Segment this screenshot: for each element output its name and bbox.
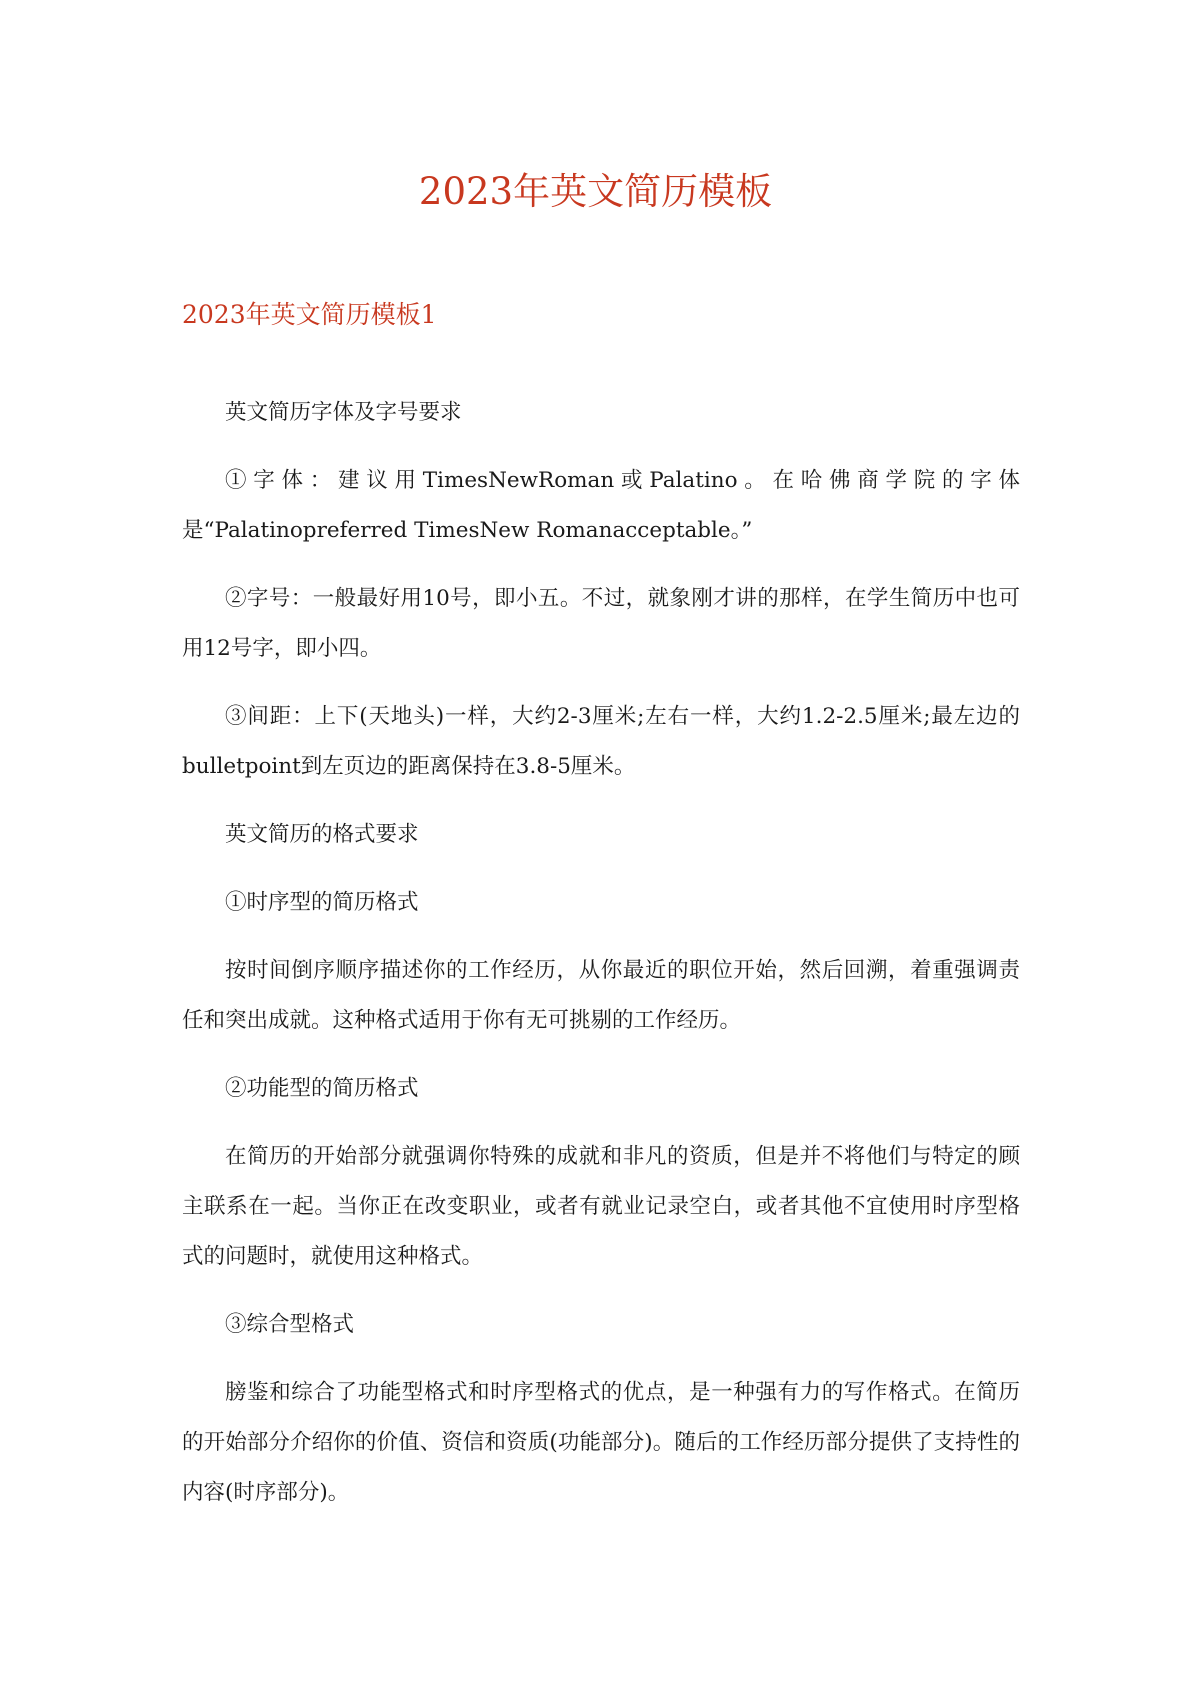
paragraph-chronological-heading: ①时序型的简历格式 bbox=[225, 890, 419, 915]
paragraph-spacing: ③间距：上下(天地头)一样，大约2-3厘米;左右一样，大约1.2-2.5厘米;最左边的bulletpoint到左页边的距离保持在3.8-5厘米。 bbox=[182, 704, 1020, 779]
document-body bbox=[182, 388, 1020, 1536]
paragraph-functional-body: 在简历的开始部分就强调你特殊的成就和非凡的资质，但是并不将他们与特定的顾主联系在一起。当你正在改变职业，或者有就业记录空白，或者其他不宜使用时序型格式的问题时，就使用这种格式。 bbox=[182, 1144, 1020, 1269]
section-title: 2023年英文简历模板1 bbox=[182, 300, 437, 329]
paragraph-font-size: ②字号：一般最好用10号，即小五。不过，就象刚才讲的那样，在学生简历中也可用12号字，即小四。 bbox=[182, 586, 1020, 661]
paragraph-font-requirements-heading: 英文简历字体及字号要求 bbox=[225, 400, 462, 425]
paragraph-format-requirements-heading: 英文简历的格式要求 bbox=[225, 822, 419, 847]
paragraph-font: ①字体：建议用TimesNewRoman或Palatino。在哈佛商学院的字体是“Palatinopreferred TimesNew Romanacceptable。” bbox=[182, 468, 1020, 543]
paragraph-functional-heading: ②功能型的简历格式 bbox=[225, 1076, 419, 1101]
paragraph-combination-heading: ③综合型格式 bbox=[225, 1312, 355, 1337]
paragraph-chronological-body: 按时间倒序顺序描述你的工作经历，从你最近的职位开始，然后回溯，着重强调责任和突出成就。这种格式适用于你有无可挑剔的工作经历。 bbox=[182, 958, 1020, 1033]
document-title: 2023年英文简历模板 bbox=[418, 170, 773, 213]
paragraph-combination-body: 膀鉴和综合了功能型格式和时序型格式的优点，是一种强有力的写作格式。在简历的开始部分介绍你的价值、资信和资质(功能部分)。随后的工作经历部分提供了支持性的内容(时序部分)。 bbox=[182, 1380, 1020, 1505]
